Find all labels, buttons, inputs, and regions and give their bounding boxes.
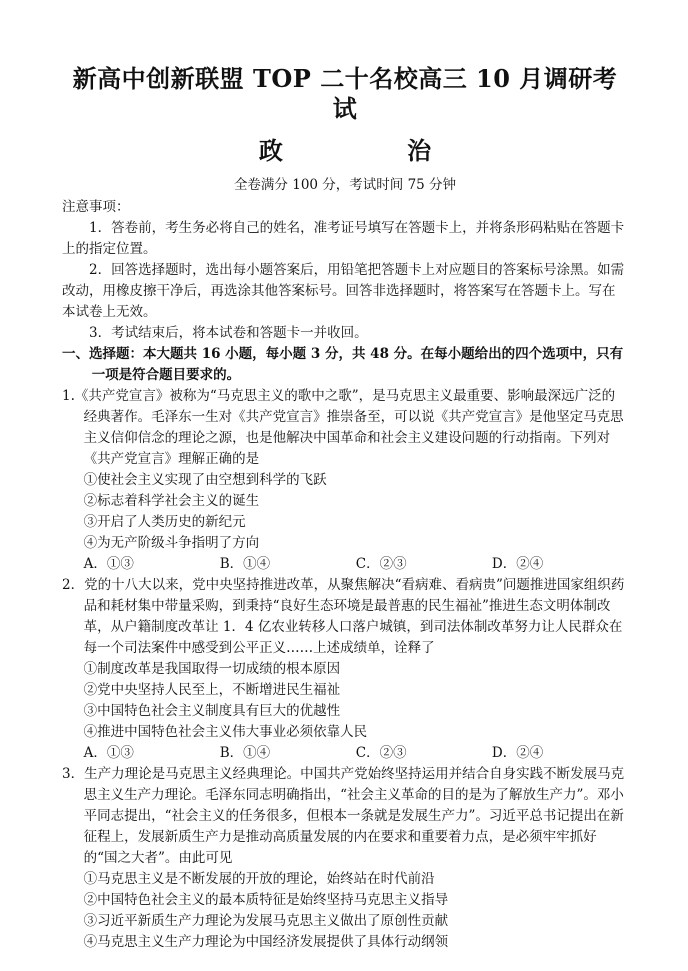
choice-d: D．②④ (491, 745, 544, 761)
option-statement: ②中国特色社会主义的最本质特征是始终坚持马克思主义指导 (83, 892, 449, 908)
note-item: 3．考试结束后，将本试卷和答题卡一并收回。 (89, 325, 368, 341)
option-statement: ②标志着科学社会主义的诞生 (83, 493, 260, 509)
choice-b: B．①④ (219, 745, 271, 761)
note-item: 2．回答选择题时，选出每小题答案后，用铅笔把答题卡上对应题目的答案标号涂黑。如需改动，用橡皮擦干净后，再选涂其他答案标号。回答非选择题时，将答案写在答题卡上。写在本试卷上无效。 (62, 262, 625, 320)
section-heading-line1: 一、选择题：本大题共 16 小题，每小题 3 分，共 48 分。在每小题给出的四个选项中，只有 (62, 346, 624, 362)
option-statement: ④推进中国特色社会主义伟大事业必须依靠人民 (83, 724, 368, 740)
option-statement: ①使社会主义实现了由空想到科学的飞跃 (83, 472, 327, 488)
section-heading (62, 344, 628, 386)
answer-choices (62, 743, 628, 764)
question-stem: 2．党的十八大以来，党中央坚持推进改革，从聚焦解决“看病难、看病贵”问题推进国家组织药品和耗材集中带量采购，到秉持“良好生态环境是最普惠的民生福祉”推进生态文明体制改革，从户籍制度改革让 1．4 亿农业转移人口落户城镇，到司法体制改革努力让人民群众在每一个司法案件中感受到公平正义……上述成绩单，诠释了 (62, 577, 625, 656)
option-statement: ④为无产阶级斗争指明了方向 (83, 535, 260, 551)
choice-d: D．②④ (491, 556, 544, 572)
option-statement: ③习近平新质生产力理论为发展马克思主义做出了原创性贡献 (83, 913, 449, 929)
option-statement: ②党中央坚持人民至上，不断增进民生福祉 (83, 682, 341, 698)
question-2 (62, 575, 628, 764)
question-1 (62, 386, 628, 575)
choice-b: B．①④ (219, 556, 271, 572)
choice-c: C．②③ (355, 745, 407, 761)
exam-title: 新高中创新联盟 TOP 二十名校高三 10 月调研考试 (72, 64, 618, 123)
choice-a: A．①③ (83, 556, 134, 572)
option-statement: ①制度改革是我国取得一切成绩的根本原因 (83, 661, 341, 677)
option-statement: ③开启了人类历史的新纪元 (83, 514, 246, 530)
question-stem: 1.《共产党宣言》被称为“马克思主义的歌中之歌”，是马克思主义最重要、影响最深远广泛的经典著作。毛泽东一生对《共产党宣言》推崇备至，可以说《共产党宣言》是他坚定马克思主义信仰信念的理论之源，也是他解决中国革命和社会主义建设问题的行动指南。下列对《共产党宣言》理解正确的是 (62, 388, 624, 467)
note-item: 1．答卷前，考生务必将自己的姓名，准考证号填写在答题卡上，并将条形码粘贴在答题卡上的指定位置。 (62, 220, 625, 257)
option-statement: ①马克思主义是不断发展的开放的理论，始终站在时代前沿 (83, 871, 435, 887)
exam-meta: 全卷满分 100 分，考试时间 75 分钟 (233, 177, 457, 193)
subject-text: 政 治 (258, 136, 470, 165)
question-stem: 3．生产力理论是马克思主义经典理论。中国共产党始终坚持运用并结合自身实践不断发展马克思主义生产力理论。毛泽东同志明确指出，“社会主义革命的目的是为了解放生产力”。邓小平同志提出，“社会主义的任务很多，但根本一条就是发展生产力”。习近平总书记提出在新征程上，发展新质生产力是推动高质量发展的内在要求和重要着力点，是必须牢牢抓好的“国之大者”。由此可见 (62, 766, 625, 866)
subject-title (62, 136, 628, 166)
notes-title: 注意事项： (62, 199, 130, 215)
choice-c: C．②③ (355, 556, 407, 572)
option-statement: ④马克思主义生产力理论为中国经济发展提供了具体行动纲领 (83, 934, 449, 950)
question-3 (62, 764, 628, 953)
section-heading-line2: 一项是符合题目要求的。 (91, 367, 241, 383)
answer-choices (62, 554, 628, 575)
choice-a: A．①③ (83, 745, 134, 761)
option-statement: ③中国特色社会主义制度具有巨大的优越性 (83, 703, 341, 719)
